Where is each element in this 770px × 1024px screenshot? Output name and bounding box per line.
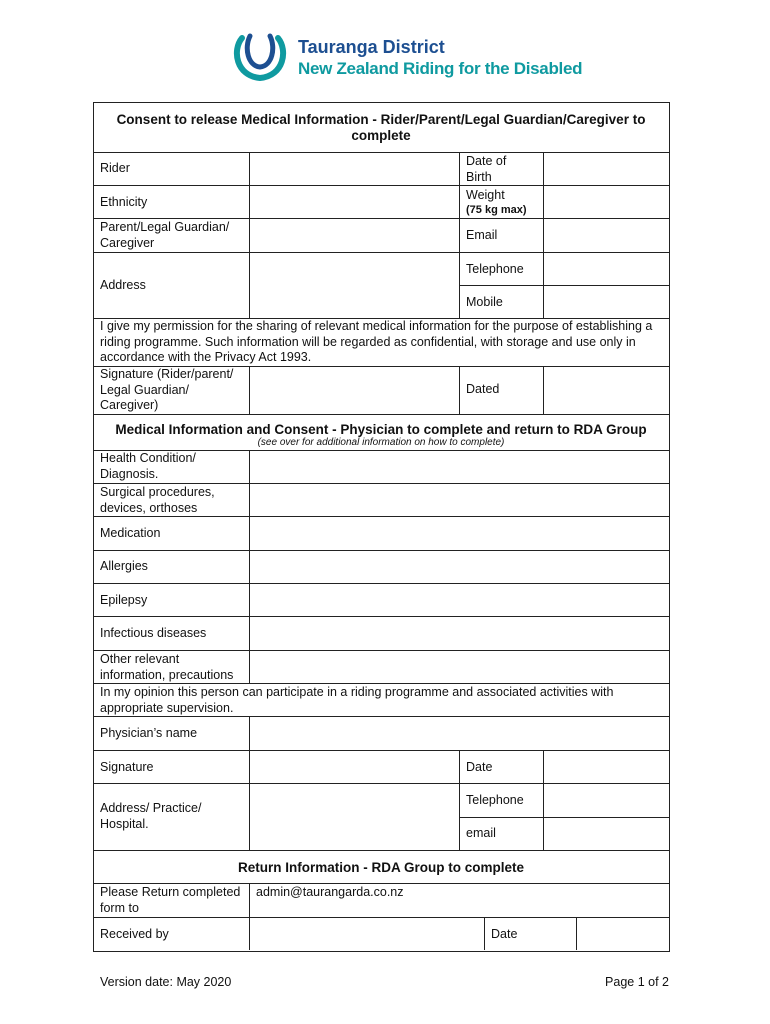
return-email[interactable]: admin@taurangarda.co.nz — [256, 885, 404, 899]
page-number: Page 1 of 2 — [605, 975, 669, 989]
permission-text: I give my permission for the sharing of relevant medical information for the purpose of establishing a riding programme. Such information will be regarded as confidential, with storage and use only in accordance with the Privacy Act 1993. — [100, 319, 653, 364]
epilepsy-label: Epilepsy — [100, 593, 148, 607]
guardian-field[interactable] — [250, 219, 458, 251]
allergies-field[interactable] — [250, 551, 669, 582]
surgical-label: Surgical procedures, devices, orthoses — [100, 485, 215, 515]
version-date: Version date: May 2020 — [100, 975, 232, 989]
return-title: Return Information - RDA Group to complete — [238, 860, 524, 875]
weight-field[interactable] — [544, 186, 669, 217]
allergies-label: Allergies — [100, 559, 148, 573]
physician-email-field[interactable] — [544, 818, 669, 849]
epilepsy-field[interactable] — [250, 584, 669, 615]
medication-label: Medication — [100, 526, 161, 540]
physician-telephone-label: Telephone — [466, 793, 524, 807]
medication-field[interactable] — [250, 517, 669, 549]
mobile-field[interactable] — [544, 286, 669, 317]
physician-name-label: Physician’s name — [100, 726, 198, 740]
weight-label: Weight — [466, 188, 505, 202]
rider-field[interactable] — [250, 153, 458, 184]
infectious-label: Infectious diseases — [100, 626, 207, 640]
address-label: Address — [100, 278, 146, 292]
practice-address-label: Address/ Practice/ Hospital. — [100, 801, 202, 831]
received-by-field[interactable] — [250, 918, 483, 949]
received-by-label: Received by — [100, 927, 169, 941]
logo-subtitle: New Zealand Riding for the Disabled — [298, 59, 583, 78]
infectious-field[interactable] — [250, 617, 669, 649]
physician-email-label: email — [466, 826, 496, 840]
telephone-field[interactable] — [544, 253, 669, 284]
logo-title: Tauranga District — [298, 37, 445, 57]
telephone-label: Telephone — [466, 262, 524, 276]
physician-signature-field[interactable] — [250, 751, 458, 782]
rda-logo — [232, 32, 583, 84]
received-date-field[interactable] — [577, 918, 669, 949]
guardian-label: Parent/Legal Guardian/ Caregiver — [100, 220, 230, 250]
other-label: Other relevant information, precautions — [100, 652, 234, 682]
mobile-label: Mobile — [466, 295, 503, 309]
other-field[interactable] — [250, 651, 669, 682]
physician-date-field[interactable] — [544, 751, 669, 782]
date-of-birth-field[interactable] — [544, 153, 669, 184]
ethnicity-label: Ethnicity — [100, 195, 148, 209]
medical-title: Medical Information and Consent - Physician to complete and return to RDA Group — [115, 422, 647, 437]
dated-field[interactable] — [544, 367, 669, 413]
horseshoe-logo-icon — [232, 32, 288, 84]
physician-signature-label: Signature — [100, 760, 154, 774]
consent-title: Consent to release Medical Information - Rider/Parent/Legal Guardian/Caregiver to complete — [116, 112, 646, 143]
weight-note: (75 kg max) — [466, 204, 527, 216]
physician-name-field[interactable] — [250, 717, 669, 749]
practice-address-field[interactable] — [250, 784, 458, 849]
physician-telephone-field[interactable] — [544, 784, 669, 816]
medical-subtitle: (see over for additional information on how to complete) — [257, 437, 505, 448]
received-date-label: Date — [491, 927, 518, 941]
signature-label: Signature (Rider/parent/ Legal Guardian/ Caregiver) — [100, 367, 234, 412]
surgical-field[interactable] — [250, 484, 669, 515]
please-return-label: Please Return completed form to — [100, 885, 241, 915]
rider-label: Rider — [100, 161, 130, 175]
physician-date-label: Date — [466, 760, 493, 774]
email-field[interactable] — [544, 219, 669, 251]
signature-field[interactable] — [250, 367, 458, 413]
email-label: Email — [466, 228, 498, 242]
ethnicity-field[interactable] — [250, 186, 458, 217]
dated-label: Dated — [466, 382, 500, 396]
opinion-text: In my opinion this person can participate in a riding programme and associated activities with appropriate supervision. — [100, 685, 614, 715]
address-field[interactable] — [250, 253, 458, 317]
health-condition-field[interactable] — [250, 451, 669, 482]
date-of-birth-label: Date of Birth — [466, 154, 507, 184]
health-condition-label: Health Condition/ Diagnosis. — [100, 451, 196, 481]
